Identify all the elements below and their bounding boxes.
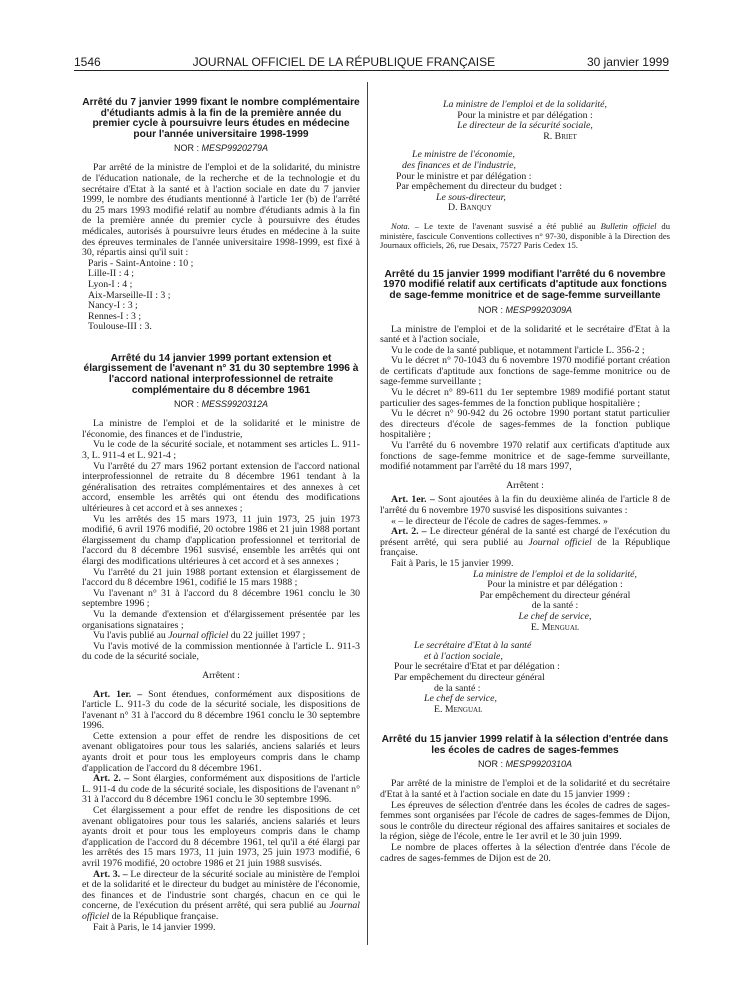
paragraph: La ministre de l'emploi et de la solidarité et le ministre de l'économie, des finances et de l'industrie,	[82, 418, 360, 440]
left-column	[82, 98, 360, 933]
nor-reference: NOR : MESP9920309A	[477, 304, 573, 315]
paragraph: Les épreuves de sélection d'entrée dans les écoles de cadres de sages-femmes sont organisées par l'école de cadres de sages-femmes de Dijon, sous le contrôle du directeur régional des affaires sanitaires et sociales de la région, siège de l'école, entre le 1er avril et le 30 juin 1999.	[380, 799, 670, 843]
signature-block: Le secrétaire d'Etat à la santé et à l'action sociale, Pour le secrétaire d'Etat et par délégation : Par empêchement du directeur général de la santé : Le chef de service, E. Mengual	[394, 640, 560, 715]
signing-place-date: Fait à Paris, le 15 janvier 1999.	[391, 557, 514, 569]
header-rule	[74, 70, 669, 71]
list-item: Lyon-I : 4 ;	[88, 278, 133, 290]
nor-reference: NOR : MESP9920310A	[477, 759, 573, 770]
paragraph: Vu l'arrêté du 27 mars 1962 portant extension de l'accord national interprofessionnel de retraite du 8 décembre 1961 tendant à la généralisation des retraites complémentaires et des annexes à cet accord, ensemble les arrêtés qui ont étendu des modifications ultérieures à cet accord et à ses annexes ;	[82, 460, 360, 514]
list-item: Paris - Saint-Antoine : 10 ;	[88, 257, 194, 269]
paragraph: Vu le décret n° 90-942 du 26 octobre 1990 portant statut particulier des directeurs d'école de sages-femmes de la fonction publique hospitalière ;	[380, 408, 670, 441]
article-2: Art. 2. – Sont élargies, conformément aux dispositions de l'article L. 911-4 du code de la sécurité sociale, les dispositions de l'avenant n° 31 à l'accord du 8 décembre 1961 conclu le 30 septembre 1996.	[82, 773, 360, 806]
signature-block: Le ministre de l'économie, des finances et de l'industrie, Pour le ministre et par délégation : Par empêchement du directeur du budget : Le sous-directeur, D. Banquy	[396, 149, 562, 214]
paragraph: Cette extension a pour effet de rendre les dispositions de cet avenant obligatoires pour tous les salariés, anciens salariés et leurs ayants droit et pour tous les employeurs compris dans le champ d'application de l'accord du 8 décembre 1961.	[82, 730, 360, 774]
paragraph: La ministre de l'emploi et de la solidarité et le secrétaire d'Etat à la santé et à l'action sociale,	[380, 323, 670, 346]
distribution-list	[82, 259, 360, 333]
article-3: Art. 3. – Le directeur de la sécurité sociale au ministère de l'emploi et de la solidarité et le directeur du budget au ministère de l'économie, des finances et de l'industrie sont chargés, chacun en ce qui le concerne, de l'exécution du présent arrêté, qui sera publié au Journal officiel de la République française.	[82, 868, 361, 922]
signature-block: La ministre de l'emploi et de la solidarité, Pour la ministre et par délégation : Le directeur de la sécurité sociale, R. Briet	[443, 99, 607, 142]
decree-text: Par arrêté de la ministre de l'emploi et de la solidarité, du ministre de l'éducation nationale, de la recherche et de la technologie et du secrétaire d'Etat à la santé et à l'action sociale en date du 7 janvier 1999, le nombre des étudiants mentionné à l'article 1er (b) de l'arrêté du 25 mars 1993 modifié relatif au nombre d'étudiants admis à la fin de la première année du premier cycle à poursuivre des études médicales, autorisés à poursuivre leurs études en médecine à la suite des épreuves terminales de l'année universitaire 1998-1999, est fixé à 30, répartis ainsi qu'il suit :	[82, 162, 360, 259]
article-title: Arrêté du 15 janvier 1999 relatif à la sélection d'entrée dans les écoles de cadres de sages-femmes	[381, 734, 669, 756]
paragraph: Vu l'arrêté du 21 juin 1988 portant extension et élargissement de l'accord du 8 décembre 1961, codifié le 15 mars 1988 ;	[82, 566, 360, 589]
paragraph: Vu le code de la sécurité sociale, et notamment ses articles L. 911-3, L. 911-4 et L. 921-4 ;	[82, 439, 360, 462]
paragraph: Vu l'arrêté du 6 novembre 1970 relatif aux certificats d'aptitude aux fonctions de sage-femme monitrice et de sage-femme surveillante, modifié notamment par l'arrêté du 18 mars 1997,	[380, 440, 670, 473]
article-title: Arrêté du 7 janvier 1999 fixant le nombre complémentaire d'étudiants admis à la fin de la première année du premier cycle à poursuivre leurs études en médecine pour l'année universitaire 1998-1999	[82, 97, 360, 140]
paragraph: Vu le décret n° 89-611 du 1er septembre 1989 modifié portant statut particulier des sages-femmes de la fonction publique hospitalière ;	[380, 387, 670, 409]
article-1: Art. 1er. – Sont ajoutées à la fin du deuxième alinéa de l'article 8 de l'arrêté du 6 novembre 1970 susvisé les dispositions suivantes :	[380, 494, 671, 516]
article-title: Arrêté du 14 janvier 1999 portant extension et élargissement de l'avenant n° 31 du 30 septembre 1996 à l'accord national interprofessionnel de retraite complémentaire du 8 décembre 1961	[83, 352, 359, 396]
journal-title: JOURNAL OFFICIEL DE LA RÉPUBLIQUE FRANÇAISE	[192, 55, 496, 69]
paragraph: Vu le décret n° 70-1043 du 6 novembre 1970 modifié portant création de certificats d'aptitude aux fonctions de sage-femme monitrice ou de sage-femme surveillante ;	[380, 355, 670, 388]
paragraph: Cet élargissement a pour effet de rendre les dispositions de cet avenant obligatoires pour tous les salariés, anciens salariés et leurs ayants droit et pour tous les employeurs compris dans le champ d'application de l'accord du 8 décembre 1961, tel qu'il a été élargi par les arrêtés des 15 mars 1973, 11 juin 1973, 25 juin 1973 modifié, 6 avril 1976 modifié, 20 octobre 1986 et 21 juin 1988 susvisés.	[82, 805, 360, 869]
paragraph: Vu l'avis publié au Journal officiel du 22 juillet 1997 ;	[93, 630, 306, 642]
paragraph: Vu le code de la santé publique, et notamment l'article L. 356-2 ;	[391, 344, 645, 356]
signature-block: La ministre de l'emploi et de la solidarité, Pour la ministre et par délégation : Par empêchement du directeur général de la santé : Le chef de service, E. Mengual	[473, 568, 637, 633]
paragraph: Vu les arrêtés des 15 mars 1973, 11 juin 1973, 25 juin 1973 modifié, 6 avril 1976 modifié, 20 octobre 1986 et 21 juin 1988 portant élargissement du champ d'application professionnel et territorial de l'accord du 8 décembre 1961 susvisé, ensemble les arrêtés qui ont élargi des modifications ultérieures à cet accord et à ses annexes ;	[82, 513, 360, 567]
column-divider	[367, 82, 368, 945]
nor-reference: NOR : MESP9920279A	[173, 143, 269, 154]
arretent-label: Arrêtent :	[202, 669, 240, 681]
list-item: Toulouse-III : 3.	[88, 321, 152, 333]
nor-reference: NOR : MESS9920312A	[173, 399, 269, 410]
issue-date: 30 janvier 1999	[586, 55, 669, 69]
page-header	[74, 55, 669, 69]
article-2: Art. 2. – Le directeur général de la santé est chargé de l'exécution du présent arrêté, qui sera publié au Journal officiel de la République française.	[380, 526, 670, 559]
page-number: 1546	[74, 55, 101, 69]
list-item: Lille-II : 4 ;	[88, 268, 134, 280]
quoted-provision: « – le directeur de l'école de cadres de sages-femmes. »	[391, 515, 608, 527]
paragraph: Par arrêté de la ministre de l'emploi et de la solidarité et du secrétaire d'Etat à la santé et à l'action sociale en date du 15 janvier 1999 :	[380, 778, 670, 801]
right-column	[380, 100, 670, 864]
list-item: Rennes-I : 3 ;	[88, 310, 142, 322]
arretent-label: Arrêtent :	[506, 479, 544, 491]
signing-place-date: Fait à Paris, le 14 janvier 1999.	[93, 921, 216, 933]
article-title: Arrêté du 15 janvier 1999 modifiant l'arrêté du 6 novembre 1970 modifié relatif aux certificats d'aptitude aux fonctions de sage-femme monitrice et de sage-femme surveillante	[383, 268, 667, 301]
note: Nota. – Le texte de l'avenant susvisé a été publié au Bulletin officiel du ministère, fascicule Conventions collectives n° 97-30, disponible à la Direction des Journaux officiels, 26, rue Desaix, 75727 Paris Cedex 15.	[380, 220, 670, 251]
paragraph: Vu la demande d'extension et d'élargissement présentée par les organisations signataires ;	[82, 608, 360, 631]
paragraph: Vu l'avenant n° 31 à l'accord du 8 décembre 1961 conclu le 30 septembre 1996 ;	[82, 587, 360, 610]
list-item: Aix-Marseille-II : 3 ;	[88, 289, 171, 301]
article-1: Art. 1er. – Sont étendues, conformément aux dispositions de l'article L. 911-3 du code de la sécurité sociale, les dispositions de l'avenant n° 31 à l'accord du 8 décembre 1961 conclu le 30 septembre 1996.	[82, 688, 360, 732]
paragraph: Le nombre de places offertes à la sélection d'entrée dans l'école de cadres de sages-femmes de Dijon est de 20.	[380, 842, 670, 864]
list-item: Nancy-I : 3 ;	[88, 300, 138, 312]
paragraph: Vu l'avis motivé de la commission mentionnée à l'article L. 911-3 du code de la sécurité sociale,	[82, 640, 360, 663]
